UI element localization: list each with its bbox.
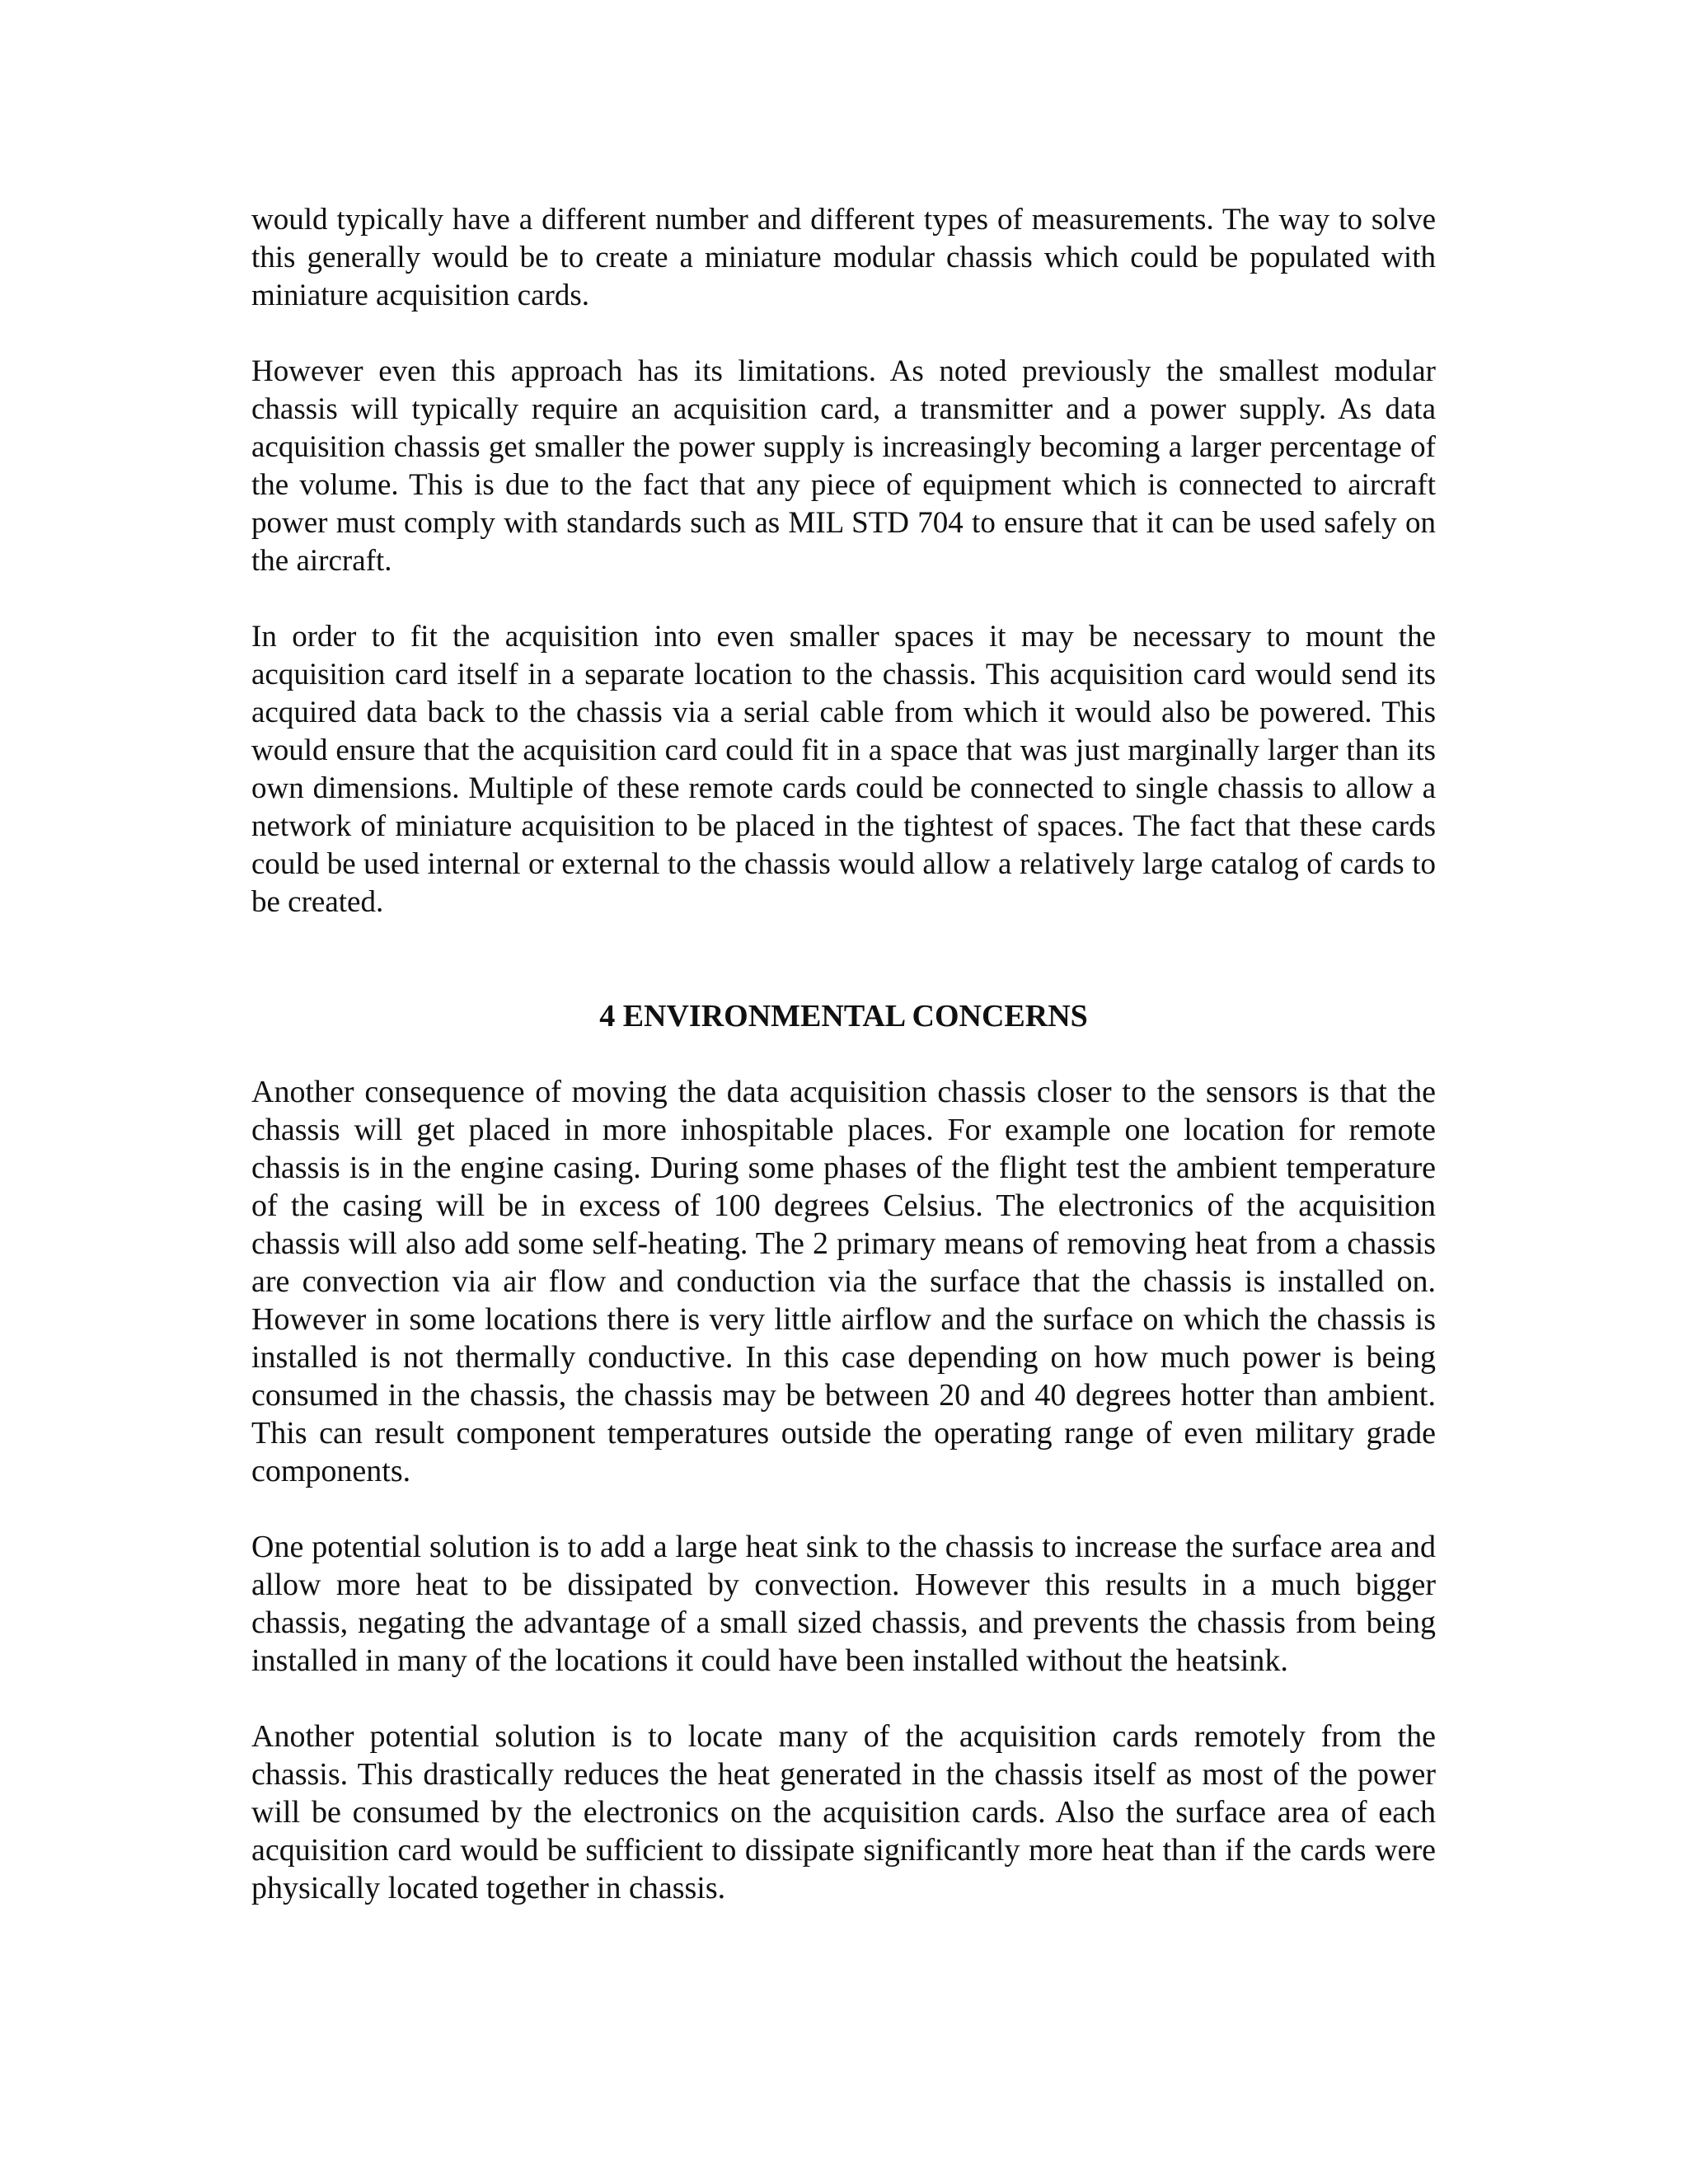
paragraph-modular-chassis: would typically have a different number and different types of measurements. The way to solve this generally would be to create a miniature modular chassis which could be populated with miniature acquisition cards.: [251, 203, 1436, 312]
document-body: [251, 201, 1436, 1907]
paragraph-heat-sink-solution: One potential solution is to add a large heat sink to the chassis to increase the surface area and allow more heat to be dissipated by convection. However this results in a much bigger chassis, negating the advantage of a small sized chassis, and prevents the chassis from being installed in many of the locations it could have been installed without the heatsink.: [251, 1530, 1436, 1678]
paragraph-remote-cards: In order to fit the acquisition into even smaller spaces it may be necessary to mount the acquisition card itself in a separate location to the chassis. This acquisition card would send its acquired data back to the chassis via a serial cable from which it would also be powered. This would ensure that the acquisition card could fit in a space that was just marginally larger than its own dimensions. Multiple of these remote cards could be connected to single chassis to allow a network of miniature acquisition to be placed in the tightest of spaces. The fact that these cards could be used internal or external to the chassis would allow a relatively large catalog of cards to be created.: [251, 620, 1436, 919]
paragraph-limitations: However even this approach has its limitations. As noted previously the smallest modular chassis will typically require an acquisition card, a transmitter and a power supply. As data acquisition chassis get smaller the power supply is increasingly becoming a larger percentage of the volume. This is due to the fact that any piece of equipment which is connected to aircraft power must comply with standards such as MIL STD 704 to ensure that it can be used safely on the aircraft.: [251, 354, 1436, 578]
paragraph-environmental-consequence: Another consequence of moving the data acquisition chassis closer to the sensors is that the chassis will get placed in more inhospitable places. For example one location for remote chassis is in the engine casing. During some phases of the flight test the ambient temperature of the casing will be in excess of 100 degrees Celsius. The electronics of the acquisition chassis will also add some self-heating. The 2 primary means of removing heat from a chassis are convection via air flow and conduction via the surface that the chassis is installed on. However in some locations there is very little airflow and the surface on which the chassis is installed is not thermally conductive. In this case depending on how much power is being consumed in the chassis, the chassis may be between 20 and 40 degrees hotter than ambient. This can result component temperatures outside the operating range of even military grade components.: [251, 1075, 1436, 1488]
paragraph-remote-location-solution: Another potential solution is to locate many of the acquisition cards remotely from the chassis. This drastically reduces the heat generated in the chassis itself as most of the power will be consumed by the electronics on the acquisition cards. Also the surface area of each acquisition card would be sufficient to dissipate significantly more heat than if the cards were physically located together in chassis.: [251, 1719, 1436, 1905]
section-heading: 4 ENVIRONMENTAL CONCERNS: [599, 999, 1088, 1033]
